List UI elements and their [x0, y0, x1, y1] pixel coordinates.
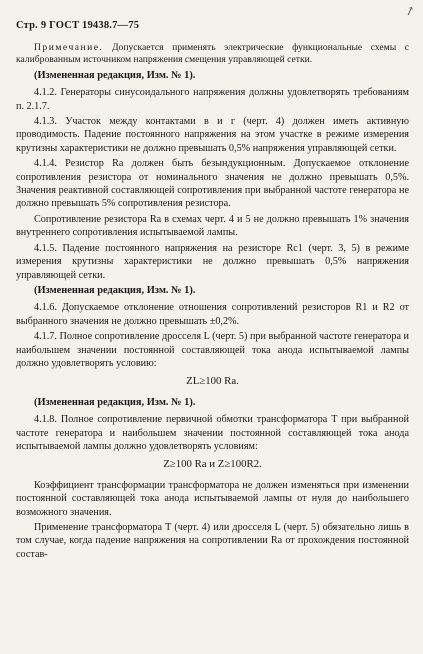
note-paragraph: [16, 42, 409, 67]
formula-zl: ZL≥100 Rа.: [186, 375, 239, 388]
paragraph-4-1-8-cont2: Применение трансформатора T (черт. 4) или дросселя L (черт. 5) обязательно лишь в том случае, когда падение напряжения на сопротивлении Rа от прохождения постоянной состав-: [16, 522, 409, 560]
note-text: Допускается применять электрические функциональные схемы с калиброванным источником напряжения смещения управляющей сетки.: [16, 42, 409, 66]
document-body: [16, 42, 409, 563]
page-header: Стр. 9 ГОСТ 19438.7—75: [16, 20, 140, 31]
note-lead: Примечание.: [34, 42, 104, 53]
paragraph-4-1-5: 4.1.5. Падение постоянного напряжения на резисторе Rс1 (черт. 3, 5) в режиме измерения крутизны характеристики не должно превышать 0,5% напряжения управляющей сетки.: [16, 242, 409, 281]
paragraph-4-1-8-cont: Коэффициент трансформации трансформатора не должен изменяться при изменении постоянной составляющей тока анода испытываемой лампы от нуля до наибольшего возможного значения.: [16, 479, 409, 518]
corner-mark: ↗: [402, 2, 417, 20]
revision-note: (Измененная редакция, Изм. № 1).: [34, 284, 196, 296]
paragraph-4-1-8: 4.1.8. Полное сопротивление первичной обмотки трансформатора T при выбранной частоте генератора и наибольшем значении постоянной составляющей тока анода испытываемой лампы должно удовлетворять условиям:: [16, 414, 409, 452]
paragraph-4-1-2: 4.1.2. Генераторы синусоидального напряжения должны удовлетворять требованиям п. 2.1.7.: [16, 87, 409, 112]
revision-note: (Измененная редакция, Изм. № 1).: [34, 396, 196, 408]
formula-z: Z≥100 Rа и Z≥100R2.: [163, 458, 262, 471]
paragraph-4-1-3: 4.1.3. Участок между контактами в и г (черт. 4) должен иметь активную проводимость. Падение постоянного напряжения на этом участке в режиме измерения крутизны характеристики не должно превышать 0,5% напряжения управляющей сетки.: [16, 116, 409, 154]
paragraph-4-1-4-cont: Сопротивление резистора Rа в схемах черт. 4 и 5 не должно превышать 1% значения внутреннего сопротивления испытываемой лампы.: [16, 213, 409, 239]
revision-note: (Измененная редакция, Изм. № 1).: [34, 69, 196, 81]
paragraph-4-1-7: 4.1.7. Полное сопротивление дросселя L (черт. 5) при выбранной частоте генератора и наибольшем значении постоянной составляющей тока анода испытываемой лампы должно удовлетворять условию:: [16, 331, 409, 369]
paragraph-4-1-4: 4.1.4. Резистор Rа должен быть безындукционным. Допускаемое отклонение сопротивления резистора от номинального значения не должно превышать 0,5%. Значения реактивной составляющей сопротивления при выбранной частоте генератора не должно превышать 5% сопротивления резистора.: [16, 158, 409, 210]
paragraph-4-1-6: 4.1.6. Допускаемое отклонение отношения сопротивлений резисторов R1 и R2 от выбранного значения не должно превышать ±0,2%.: [16, 302, 409, 327]
